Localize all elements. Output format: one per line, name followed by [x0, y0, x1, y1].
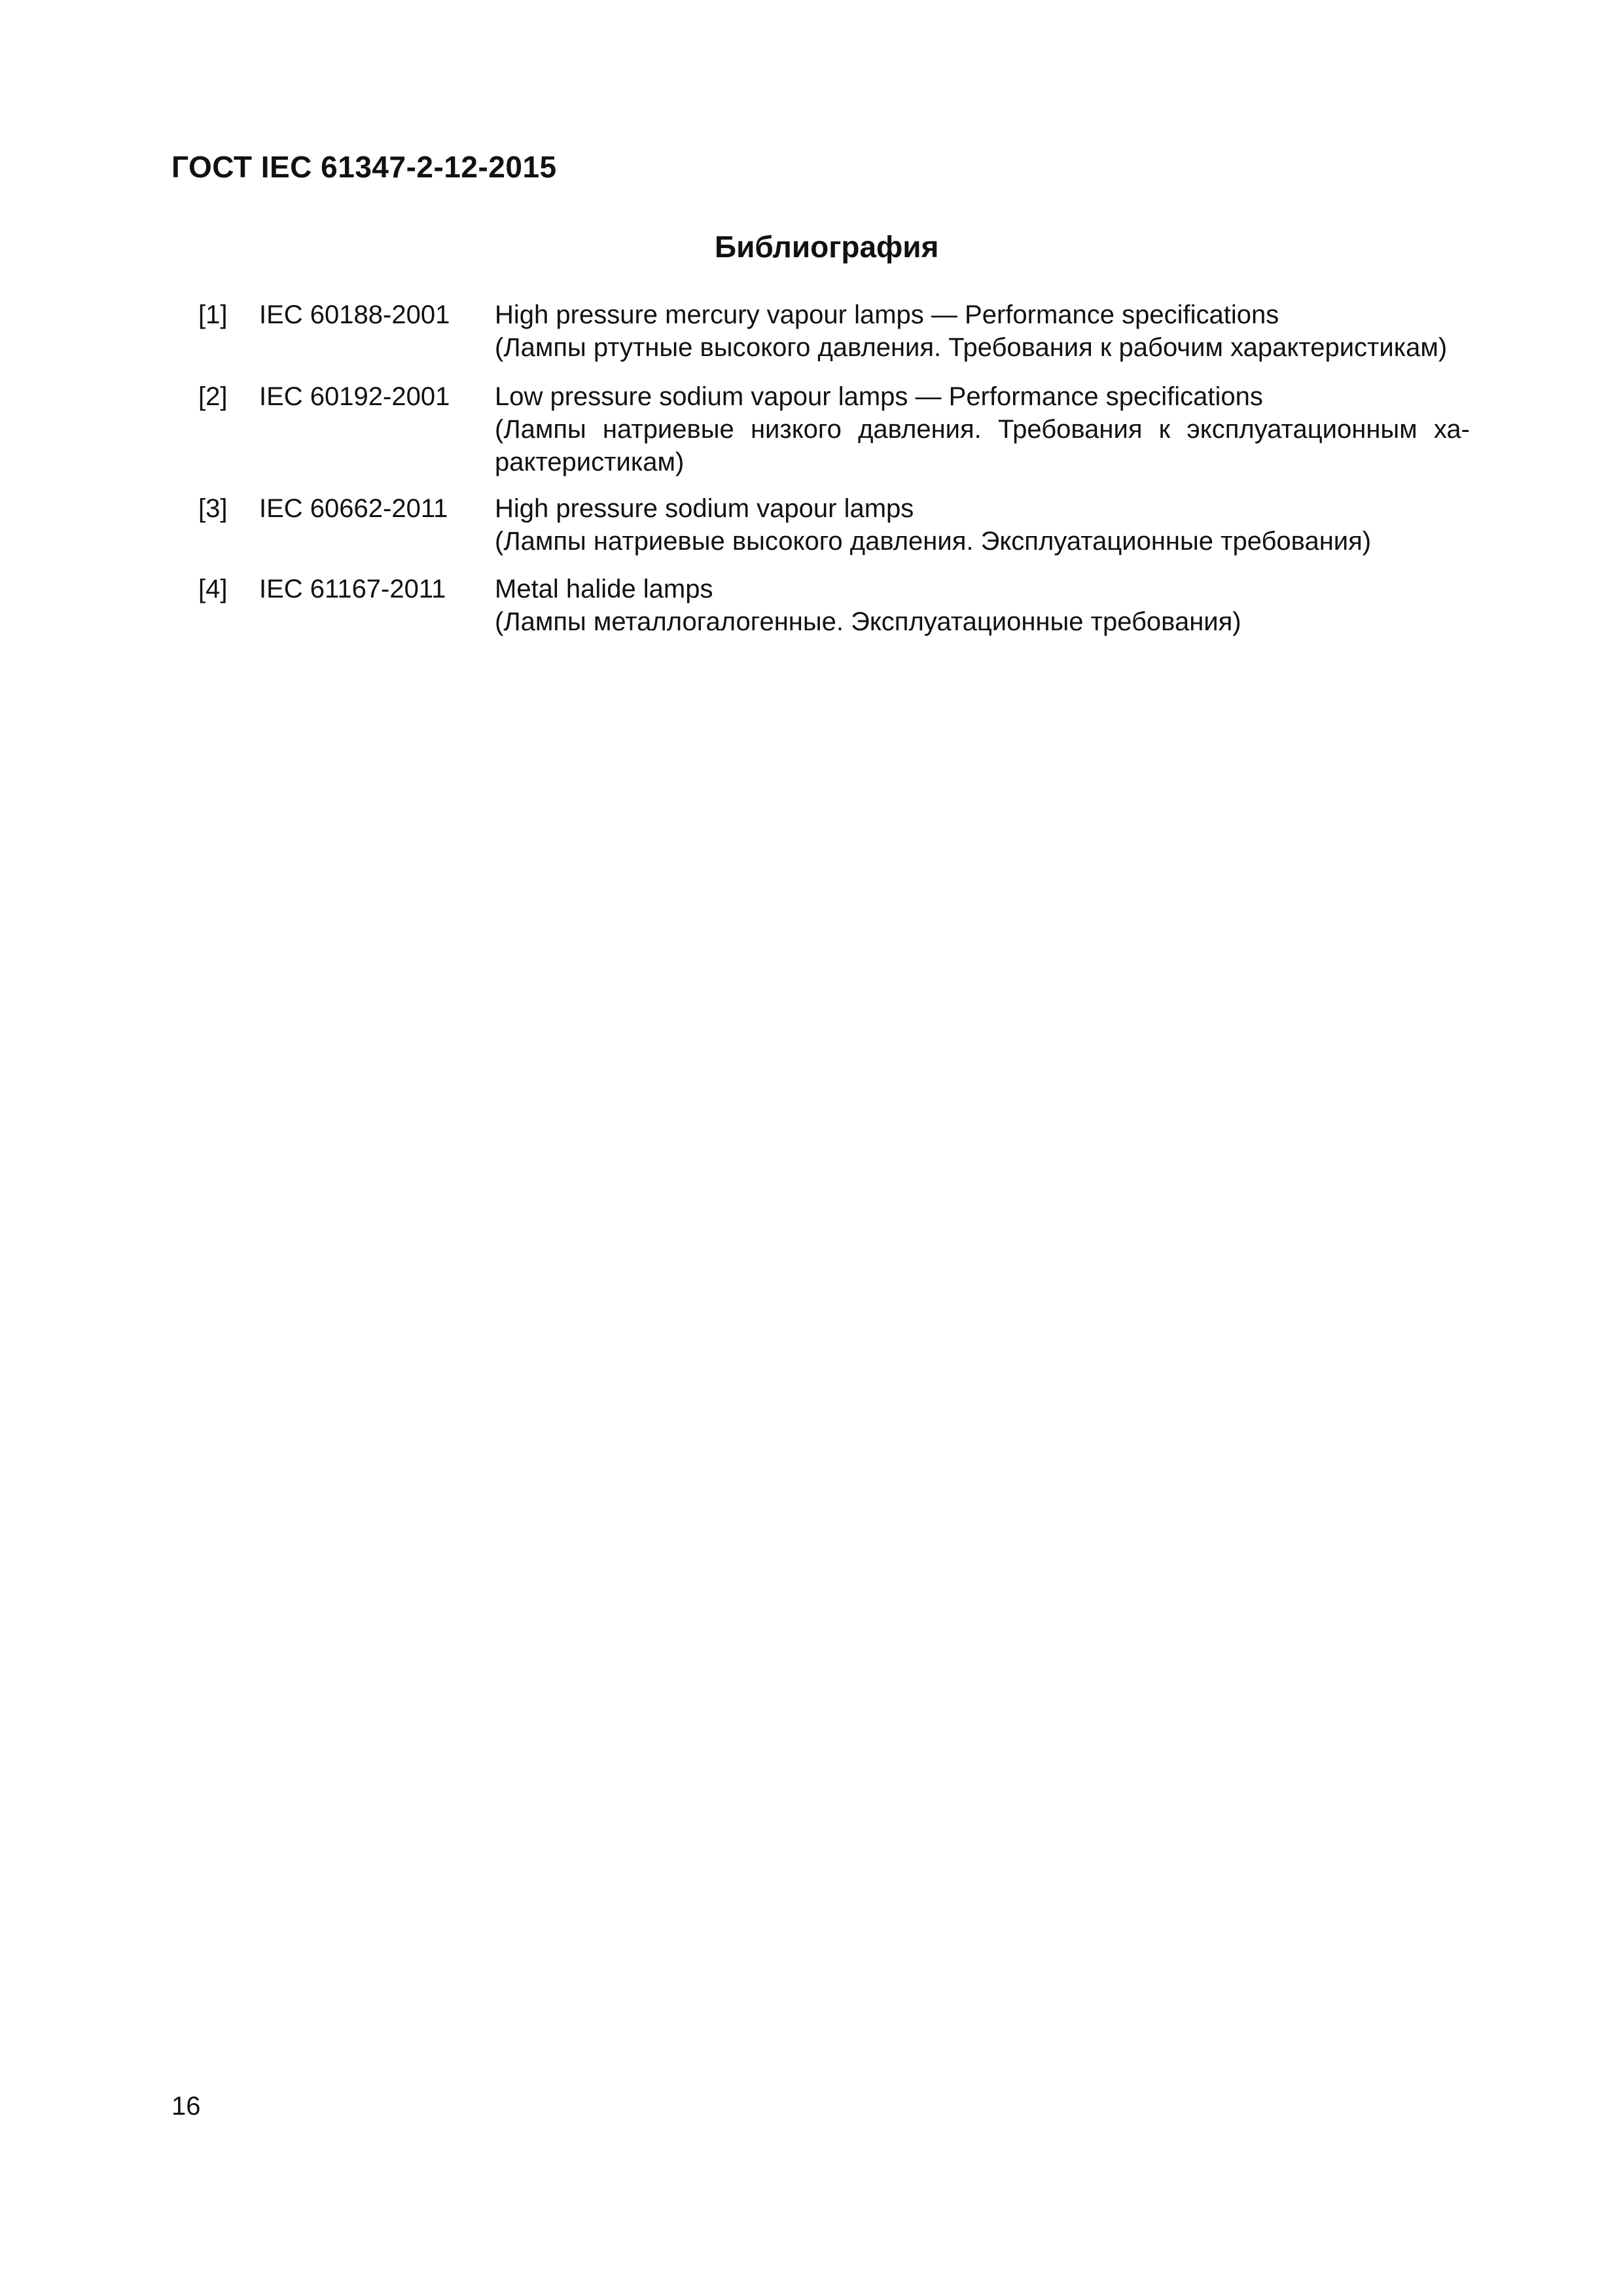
- entry-number: [2]: [198, 382, 228, 411]
- entry-title-en: Low pressure sodium vapour lamps — Performance specifications: [495, 382, 1263, 411]
- entry-number: [1]: [198, 300, 228, 329]
- entry-text: [495, 492, 1470, 558]
- entry-standard: IEC 60662-2011: [259, 494, 448, 523]
- entry-title-ru: (Лампы металлогалогенные. Эксплуатационные требования): [495, 607, 1241, 636]
- page-number: 16: [171, 2092, 201, 2121]
- entry-title-ru: (Лампы ртутные высокого давления. Требования к рабочим характеристикам): [495, 333, 1448, 362]
- entry-number: [4]: [198, 575, 228, 603]
- document-code-header: ГОСТ IEC 61347-2-12-2015: [171, 150, 557, 184]
- entry-text: [495, 573, 1470, 638]
- entry-title-ru: (Лампы натриевые высокого давления. Эксплуатационные требования): [495, 527, 1372, 556]
- entry-title-en: Metal halide lamps: [495, 575, 713, 603]
- entry-standard: IEC 60192-2001: [259, 382, 450, 411]
- entry-standard: IEC 60188-2001: [259, 300, 450, 329]
- entry-title-en: High pressure mercury vapour lamps — Performance specifications: [495, 300, 1279, 329]
- entry-text: [495, 380, 1470, 478]
- entry-number: [3]: [198, 494, 228, 523]
- entry-text: [495, 298, 1470, 364]
- entry-title-en: High pressure sodium vapour lamps: [495, 494, 914, 523]
- bibliography-title: Библиография: [715, 230, 939, 264]
- entry-title-ru: (Лампы натриевые низкого давления. Требования к эксплуатационным характеристикам): [495, 415, 1470, 476]
- entry-standard: IEC 61167-2011: [259, 575, 446, 603]
